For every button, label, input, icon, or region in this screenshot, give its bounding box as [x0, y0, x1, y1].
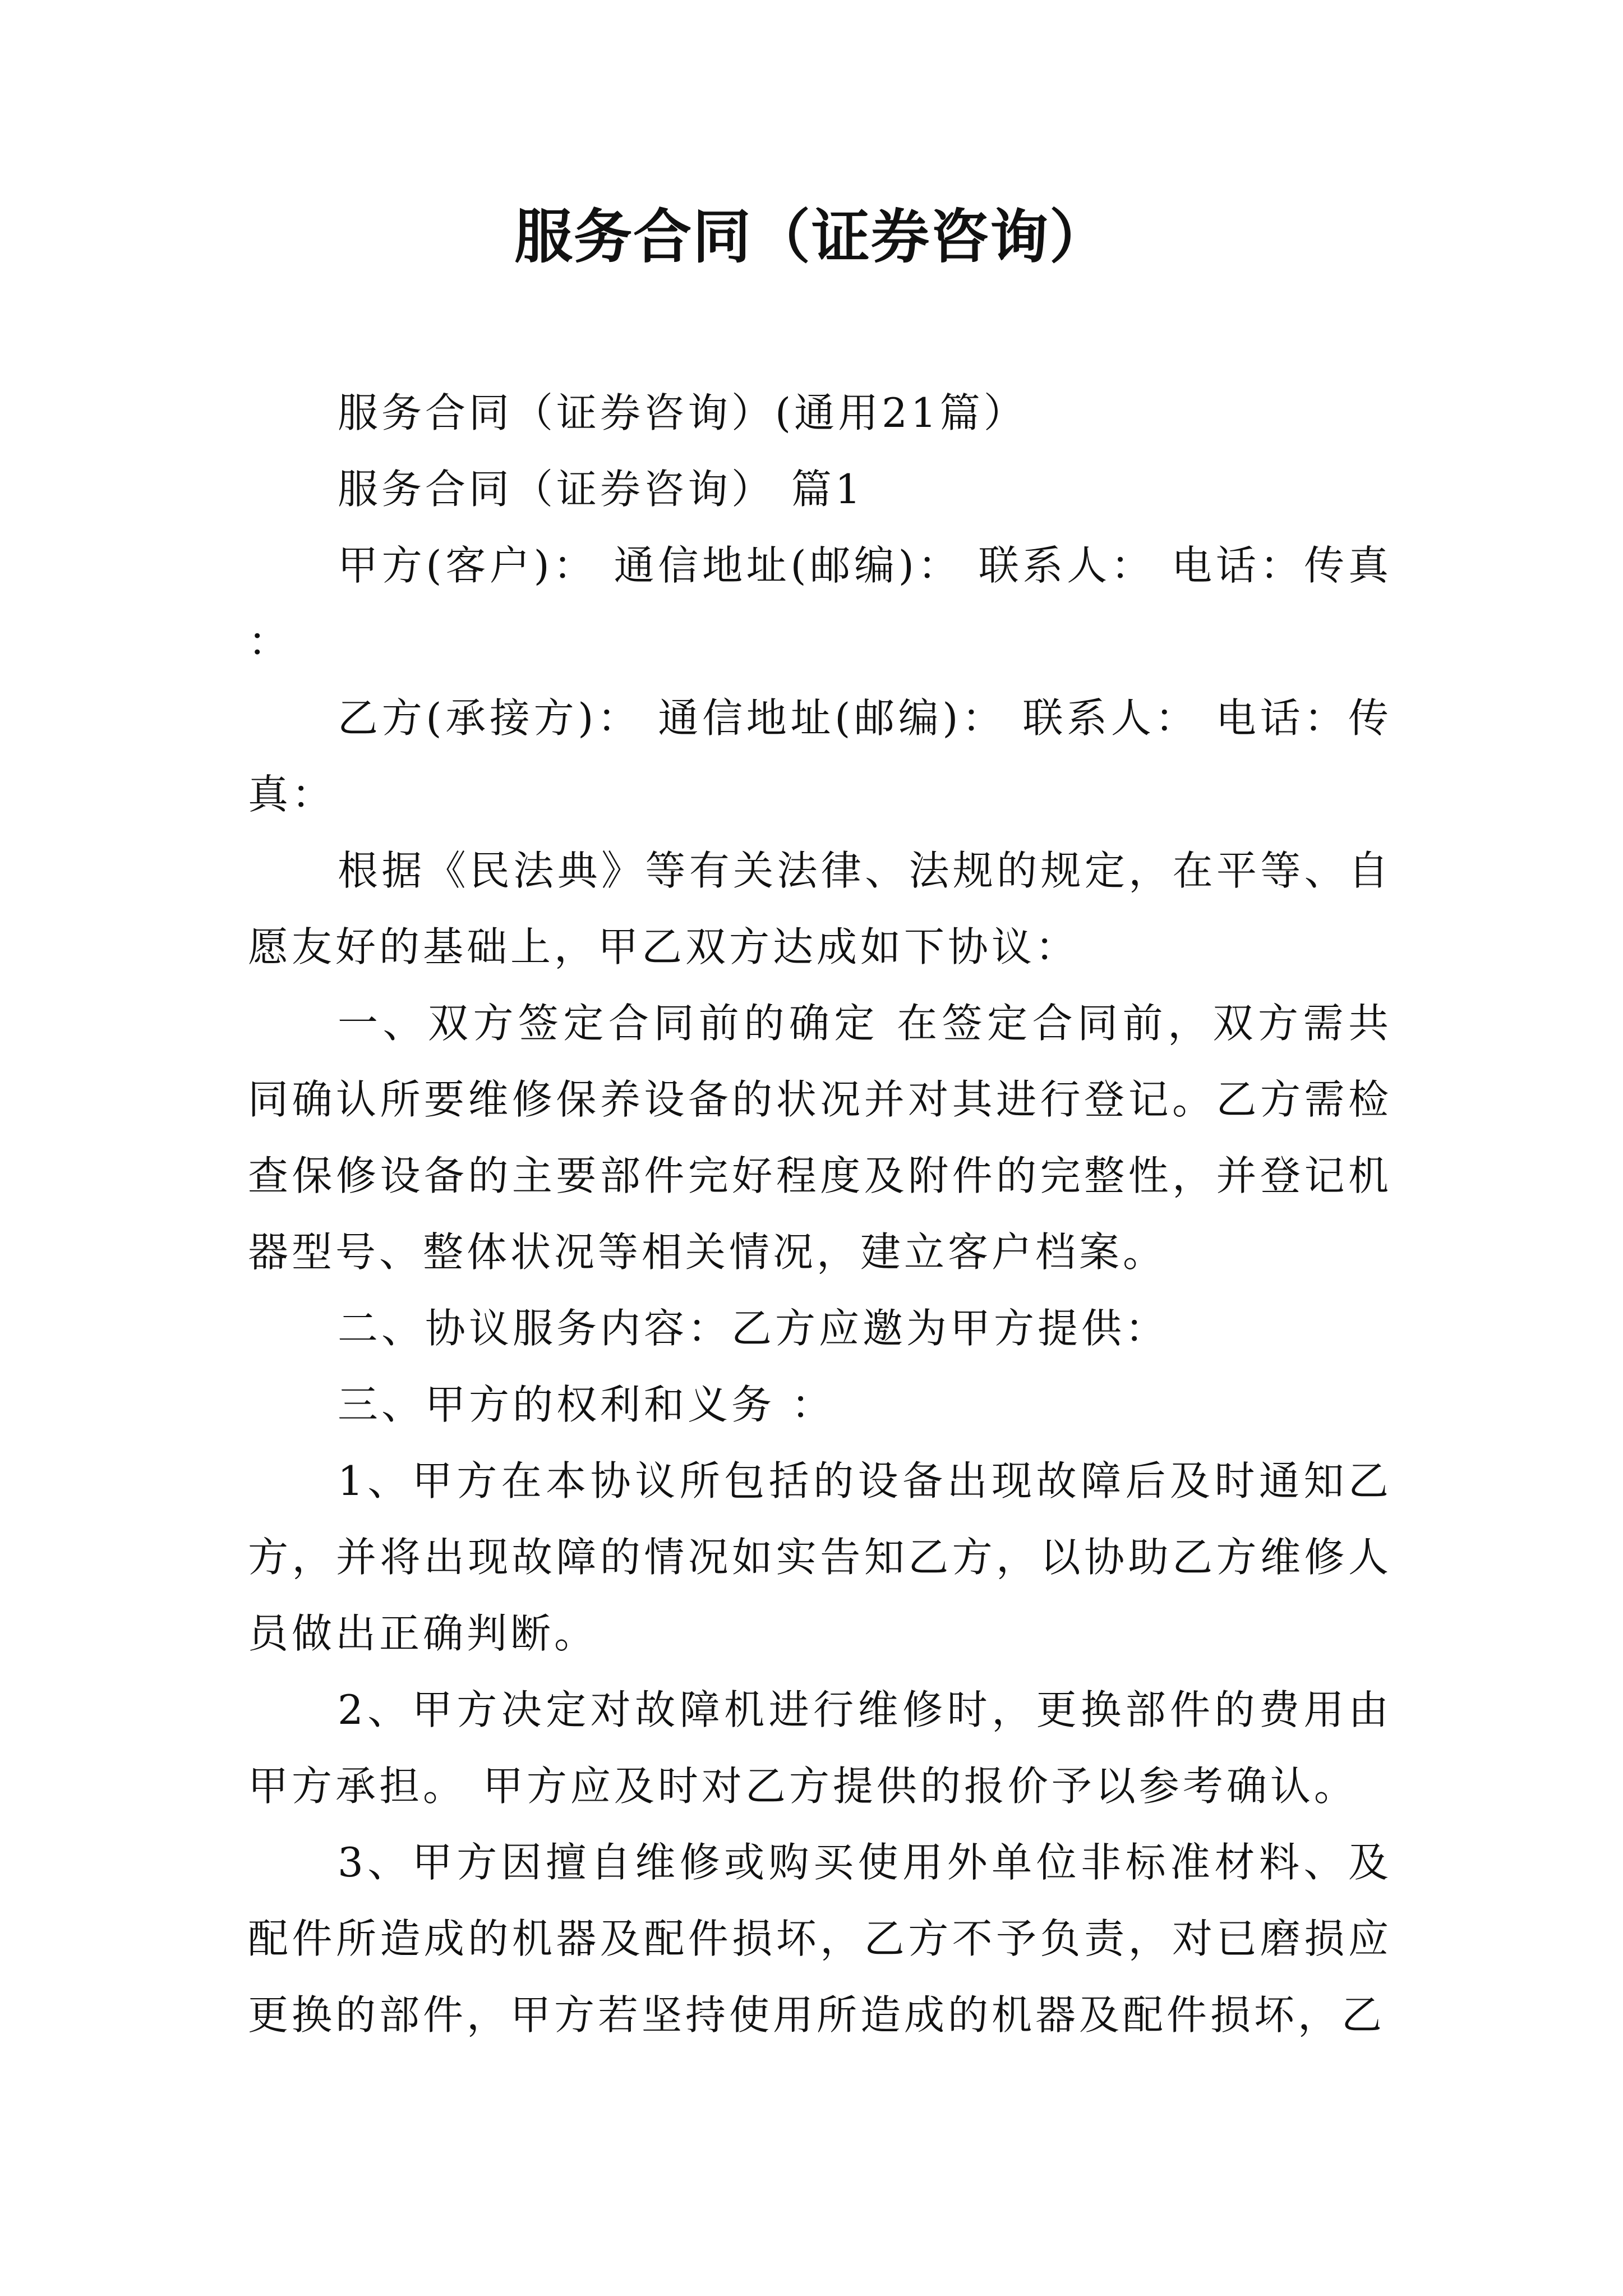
- paragraph-preamble: 根据《民法典》等有关法律、法规的规定，在平等、自愿友好的基础上，甲乙双方达成如下协议：: [248, 847, 1392, 970]
- paragraph-item-3: 3、甲方因擅自维修或购买使用外单位非标准材料、及配件所造成的机器及配件损坏，乙方不予负责，对已磨损应更换的部件，甲方若坚持使用所造成的机器及配件损坏，乙: [248, 1839, 1392, 2039]
- paragraph-item-1: 1、甲方在本协议所包括的设备出现故障后及时通知乙方，并将出现故障的情况如实告知乙方，以协助乙方维修人员做出正确判断。: [248, 1457, 1392, 1657]
- paragraph-item-2: 2、甲方决定对故障机进行维修时，更换部件的费用由甲方承担。 甲方应及时对乙方提供的报价予以参考确认。: [248, 1686, 1392, 1810]
- paragraph-party-a: 甲方(客户)： 通信地址(邮编)： 联系人： 电话：传真 ：: [248, 542, 1392, 665]
- paragraph-clause-3: 三、甲方的权利和义务 ：: [338, 1381, 835, 1428]
- paragraph-party-b: 乙方(承接方)： 通信地址(邮编)： 联系人： 电话：传真：: [248, 694, 1392, 818]
- document-body: [248, 375, 1392, 2053]
- paragraph-section-heading: 服务合同（证券咨询） 篇1: [338, 466, 864, 513]
- paragraph-subtitle: 服务合同（证券咨询）(通用21篇）: [338, 389, 1027, 436]
- paragraph-clause-1: 一、双方签定合同前的确定 在签定合同前，双方需共同确认所要维修保养设备的状况并对其进行登记。乙方需检查保修设备的主要部件完好程度及附件的完整性，并登记机器型号、整体状况等相关情况，建立客户档案。: [248, 1000, 1392, 1276]
- paragraph-clause-2: 二、协议服务内容：乙方应邀为甲方提供：: [338, 1305, 1169, 1352]
- document-title: 服务合同（证券咨询）: [514, 202, 1109, 271]
